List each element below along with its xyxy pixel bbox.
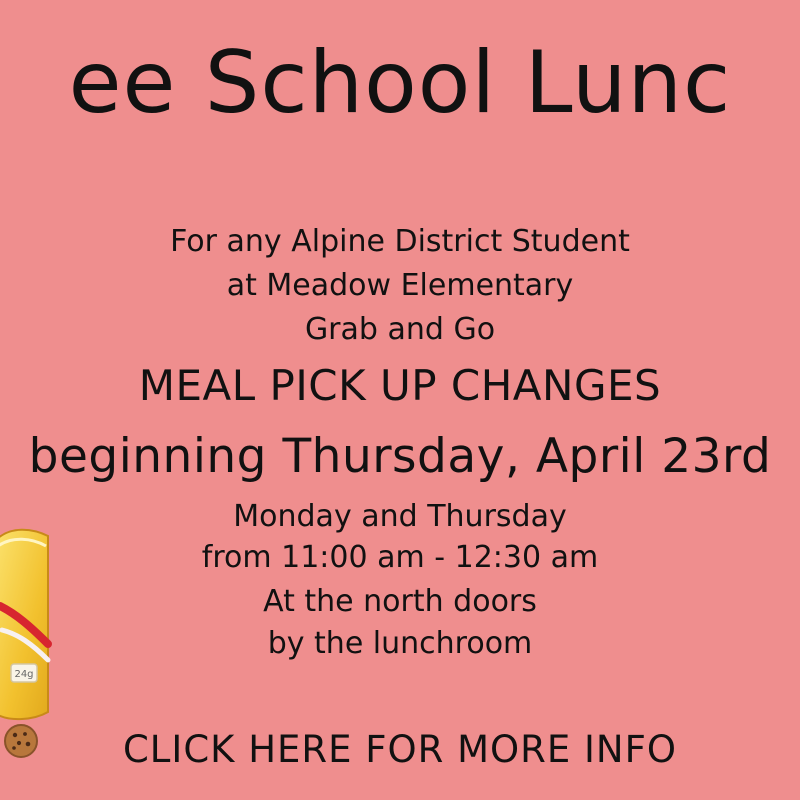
more-info-link[interactable]: CLICK HERE FOR MORE INFO (122, 728, 678, 771)
page-title: ee School Lunc (68, 33, 732, 133)
grab-and-go-line: Grab and Go (304, 312, 496, 347)
meal-pickup-changes-heading: MEAL PICK UP CHANGES (138, 361, 662, 410)
location-line: At the north doors (263, 584, 537, 619)
chips-bag-icon (0, 518, 52, 728)
pickup-days-line: Monday and Thursday (233, 499, 567, 534)
chips-label-text: 24g (14, 669, 34, 680)
school-line: at Meadow Elementary (226, 268, 574, 303)
location-detail-line: by the lunchroom (267, 626, 533, 661)
pickup-time-line: from 11:00 am - 12:30 am (201, 540, 599, 575)
cookie-icon (0, 720, 42, 762)
eligibility-line: For any Alpine District Student (170, 224, 630, 259)
start-date-heading: beginning Thursday, April 23rd (28, 429, 772, 484)
